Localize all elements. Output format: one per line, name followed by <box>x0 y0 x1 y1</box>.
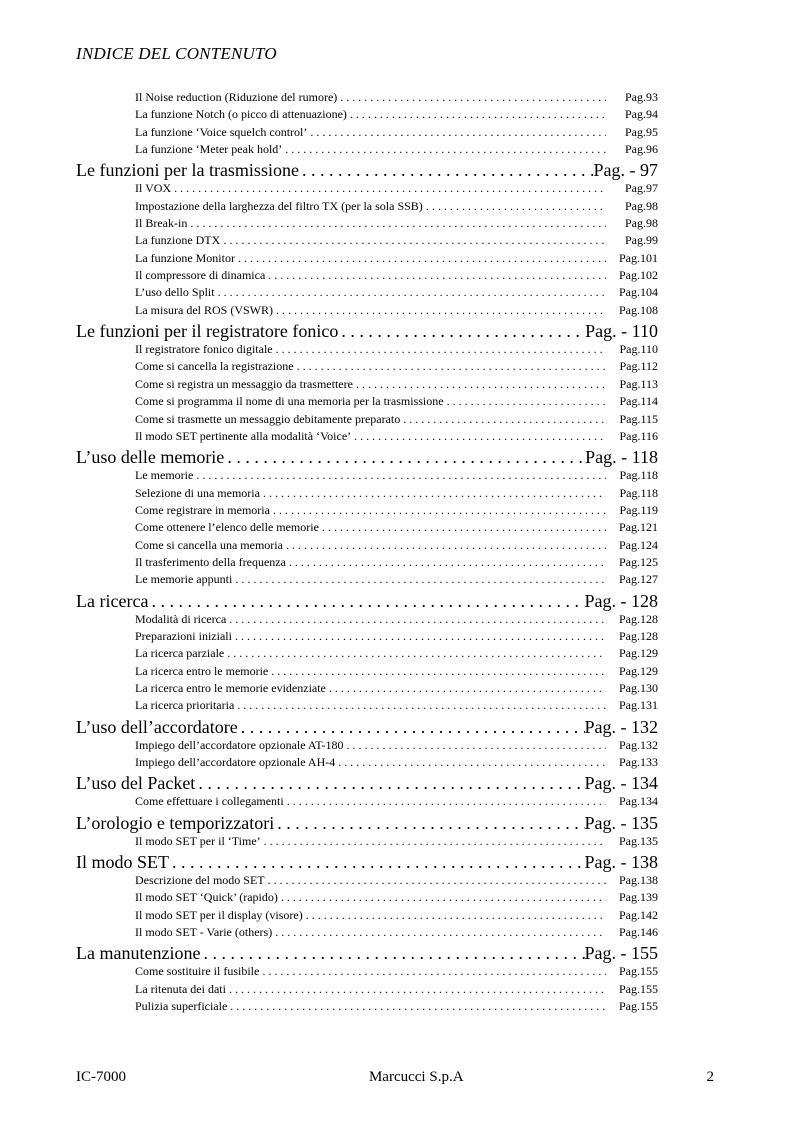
toc-entry-row <box>135 268 658 285</box>
dot-leader <box>271 664 606 679</box>
toc-entry-title: La ritenuta dei dati <box>135 981 226 996</box>
toc-entry-row <box>135 251 658 268</box>
toc-entry-title: La funzione ‘Voice squelch control’ <box>135 124 308 139</box>
toc-page-number: Pag. - 132 <box>584 716 658 737</box>
table-of-contents <box>0 90 792 1016</box>
toc-entry-title: Impiego dell’accordatore opzionale AH-4 <box>135 755 336 769</box>
dot-leader <box>329 681 606 696</box>
toc-entry-row <box>135 834 658 851</box>
dot-leader <box>306 908 606 923</box>
toc-entry-title: Il VOX <box>135 181 172 196</box>
toc-section-row <box>76 159 658 181</box>
dot-leader <box>268 268 606 283</box>
toc-entry-row <box>135 359 658 376</box>
toc-page-number: Pag.116 <box>619 428 658 443</box>
dot-leader <box>227 646 606 661</box>
dot-leader <box>276 342 606 357</box>
toc-page-number: Pag. - 128 <box>584 590 658 611</box>
toc-page-number: Pag. - 110 <box>585 321 658 342</box>
toc-entry-title: Come sostituire il fusibile <box>135 964 260 979</box>
dot-leader <box>264 834 606 849</box>
toc-page-number: Pag.129 <box>619 663 658 678</box>
toc-entry-title: L’uso dello Split <box>135 285 215 300</box>
dot-leader <box>218 285 606 300</box>
dot-leader <box>235 629 606 644</box>
toc-entry-title: Come si programma il nome di una memoria per la trasmissione <box>135 394 444 409</box>
toc-page-number: Pag.134 <box>619 794 658 809</box>
toc-page-number: Pag.131 <box>619 698 658 713</box>
toc-entry-row <box>135 377 658 394</box>
dot-leader <box>286 538 606 553</box>
dot-leader <box>287 794 606 809</box>
toc-page-number: Pag.97 <box>625 181 658 196</box>
toc-page-number: Pag. - 118 <box>585 447 658 468</box>
toc-page-number: Pag.155 <box>619 999 658 1014</box>
toc-entry-row <box>135 612 658 629</box>
toc-page-number: Pag.138 <box>619 873 658 888</box>
toc-entry-row <box>135 503 658 520</box>
toc-page-number: Pag.142 <box>619 907 658 922</box>
toc-page-number: Pag.98 <box>625 216 658 231</box>
toc-entry-row <box>135 925 658 942</box>
dot-leader <box>262 964 606 979</box>
dot-leader <box>302 159 594 181</box>
toc-page-number: Pag.115 <box>619 411 658 426</box>
toc-entry-row <box>135 429 658 446</box>
toc-page-number: Pag.118 <box>619 468 658 483</box>
toc-section-title: L’uso delle memorie <box>76 447 225 468</box>
toc-entry-title: Come effettuare i collegamenti <box>135 794 284 809</box>
toc-section-title: L’uso del Packet <box>76 773 196 794</box>
footer-page-number: 2 <box>706 1069 714 1085</box>
toc-entry-title: La funzione ‘Meter peak hold’ <box>135 142 283 157</box>
dot-leader <box>447 394 606 409</box>
toc-page-number: Pag.113 <box>619 376 658 391</box>
dot-leader <box>346 738 606 753</box>
toc-entry-row <box>135 125 658 142</box>
toc-entry-title: Il Break-in <box>135 216 188 231</box>
dot-leader <box>196 468 606 483</box>
dot-leader <box>223 233 606 248</box>
toc-section-title: Le funzioni per il registratore fonico <box>76 321 339 342</box>
toc-entry-row <box>135 646 658 663</box>
toc-entry-title: Il modo SET per il ‘Time’ <box>135 833 261 848</box>
dot-leader <box>190 216 606 231</box>
toc-entry-title: Impostazione della larghezza del filtro TX (per la sola SSB) <box>135 198 423 213</box>
toc-section-title: Il modo SET <box>76 852 169 873</box>
toc-page-number: Pag.114 <box>619 394 658 409</box>
toc-section-title: La manutenzione <box>76 943 201 964</box>
dot-leader <box>289 555 606 570</box>
dot-leader <box>310 125 606 140</box>
toc-entry-row <box>135 681 658 698</box>
dot-leader <box>235 572 606 587</box>
toc-section-title: Le funzioni per la trasmissione <box>76 160 299 181</box>
toc-page-number: Pag.128 <box>619 611 658 626</box>
toc-page-number: Pag.118 <box>619 485 658 500</box>
toc-entry-title: Come registrare in memoria <box>135 502 270 517</box>
toc-page-number: Pag.108 <box>619 302 658 317</box>
toc-page-number: Pag.121 <box>619 520 658 535</box>
toc-entry-title: Il compressore di dinamica <box>135 268 266 283</box>
dot-leader <box>229 612 606 627</box>
dot-leader <box>273 503 606 518</box>
dot-leader <box>263 486 606 501</box>
toc-entry-title: Il Noise reduction (Riduzione del rumore) <box>135 90 338 104</box>
toc-entry-title: La ricerca prioritaria <box>135 698 235 713</box>
toc-entry-row <box>135 107 658 124</box>
toc-entry-title: Come si trasmette un messaggio debitamente preparato <box>135 411 401 426</box>
dot-leader <box>403 412 606 427</box>
toc-page-number: Pag. - 97 <box>593 160 658 181</box>
dot-leader <box>281 890 606 905</box>
toc-page-number: Pag.95 <box>625 124 658 139</box>
dot-leader <box>238 251 606 266</box>
toc-section-title: L’orologio e temporizzatori <box>76 812 275 833</box>
dot-leader <box>277 812 584 834</box>
footer-company: Marcucci S.p.A <box>368 1069 464 1085</box>
toc-entry-row <box>135 486 658 503</box>
toc-entry-title: Come si cancella una memoria <box>135 537 283 552</box>
dot-leader <box>203 942 584 964</box>
toc-page-number: Pag.119 <box>619 502 658 517</box>
toc-entry-title: Impiego dell’accordatore opzionale AT-180 <box>135 737 344 752</box>
toc-entry-title: La misura del ROS (VSWR) <box>135 302 273 317</box>
dot-leader <box>174 181 606 196</box>
footer-model: IC-7000 <box>76 1069 126 1085</box>
toc-entry-row <box>135 873 658 890</box>
dot-leader <box>285 142 606 157</box>
dot-leader <box>350 107 606 122</box>
toc-section-row <box>76 446 658 468</box>
toc-entry-row <box>135 999 658 1016</box>
toc-page-number: Pag.93 <box>625 90 658 104</box>
dot-leader <box>341 320 585 342</box>
toc-entry-title: La funzione Monitor <box>135 250 235 265</box>
toc-page-number: Pag.133 <box>619 755 658 769</box>
toc-page-number: Pag.146 <box>619 925 658 940</box>
toc-entry-row <box>135 90 658 107</box>
toc-page-number: Pag.127 <box>619 572 658 587</box>
toc-page-number: Pag.94 <box>625 107 658 122</box>
toc-entry-row <box>135 468 658 485</box>
toc-entry-row <box>135 698 658 715</box>
toc-section-row <box>76 772 658 794</box>
toc-entry-title: La funzione DTX <box>135 233 221 248</box>
dot-leader <box>229 982 606 997</box>
toc-entry-title: Descrizione del modo SET <box>135 873 265 888</box>
toc-page-number: Pag. - 155 <box>584 943 658 964</box>
toc-entry-row <box>135 520 658 537</box>
toc-page-number: Pag. - 134 <box>584 773 658 794</box>
toc-entry-row <box>135 664 658 681</box>
toc-entry-title: Modalità di ricerca <box>135 611 227 626</box>
dot-leader <box>426 199 606 214</box>
toc-entry-title: Come si registra un messaggio da trasmettere <box>135 376 353 391</box>
toc-entry-title: Le memorie appunti <box>135 572 233 587</box>
dot-leader <box>297 359 606 374</box>
toc-entry-row <box>135 142 658 159</box>
toc-entry-row <box>135 181 658 198</box>
toc-entry-title: Il modo SET per il display (visore) <box>135 907 303 922</box>
toc-entry-row <box>135 572 658 589</box>
toc-entry-title: Il modo SET pertinente alla modalità ‘Voice’ <box>135 428 352 443</box>
toc-page-number: Pag.130 <box>619 680 658 695</box>
toc-page-number: Pag.124 <box>619 537 658 552</box>
toc-entry-row <box>135 394 658 411</box>
dot-leader <box>356 377 606 392</box>
toc-entry-title: Il modo SET ‘Quick’ (rapido) <box>135 890 278 905</box>
toc-entry-row <box>135 233 658 250</box>
dot-leader <box>354 429 606 444</box>
toc-section-title: L’uso dell’accordatore <box>76 716 238 737</box>
toc-entry-title: Il trasferimento della frequenza <box>135 554 286 569</box>
dot-leader <box>172 851 585 873</box>
dot-leader <box>276 303 606 318</box>
toc-page-number: Pag.101 <box>619 250 658 265</box>
toc-entry-row <box>135 285 658 302</box>
toc-page-number: Pag. - 138 <box>584 852 658 873</box>
toc-entry-row <box>135 303 658 320</box>
toc-entry-title: Il registratore fonico digitale <box>135 342 273 357</box>
toc-entry-title: Pulizia superficiale <box>135 999 228 1014</box>
toc-entry-row <box>135 890 658 907</box>
toc-entry-row <box>135 794 658 811</box>
dot-leader <box>338 755 606 770</box>
toc-entry-title: La ricerca entro le memorie evidenziate <box>135 680 326 695</box>
toc-page-number: Pag.96 <box>625 142 658 157</box>
toc-page-number: Pag.112 <box>619 359 658 374</box>
toc-section-row <box>76 812 658 834</box>
toc-section-row <box>76 942 658 964</box>
toc-section-title: La ricerca <box>76 590 149 611</box>
toc-section-row <box>76 320 658 342</box>
toc-page-number: Pag.110 <box>619 342 658 357</box>
toc-entry-row <box>135 908 658 925</box>
toc-entry-row <box>135 412 658 429</box>
toc-section-row <box>76 716 658 738</box>
toc-page-number: Pag.135 <box>619 833 658 848</box>
toc-page-number: Pag.132 <box>619 737 658 752</box>
dot-leader <box>241 716 585 738</box>
toc-entry-title: La ricerca parziale <box>135 646 225 661</box>
dot-leader <box>340 90 606 105</box>
toc-page-number: Pag.128 <box>619 628 658 643</box>
page-footer <box>76 1069 714 1086</box>
toc-page-number: Pag.139 <box>619 890 658 905</box>
toc-page-number: Pag.125 <box>619 554 658 569</box>
toc-entry-row <box>135 964 658 981</box>
toc-entry-row <box>135 629 658 646</box>
toc-entry-title: Le memorie <box>135 468 194 483</box>
toc-entry-title: La funzione Notch (o picco di attenuazione) <box>135 107 347 122</box>
toc-entry-title: Selezione di una memoria <box>135 485 260 500</box>
dot-leader <box>230 999 606 1014</box>
toc-entry-title: Il modo SET - Varie (others) <box>135 925 273 940</box>
toc-entry-title: Come ottenere l’elenco delle memorie <box>135 520 319 535</box>
dot-leader <box>237 698 606 713</box>
dot-leader <box>198 772 584 794</box>
toc-page-number: Pag.155 <box>619 981 658 996</box>
toc-entry-row <box>135 755 658 772</box>
dot-leader <box>151 590 584 612</box>
toc-entry-row <box>135 216 658 233</box>
toc-entry-row <box>135 199 658 216</box>
toc-page-number: Pag.99 <box>625 233 658 248</box>
toc-entry-row <box>135 982 658 999</box>
dot-leader <box>322 520 606 535</box>
toc-section-row <box>76 590 658 612</box>
toc-section-row <box>76 851 658 873</box>
toc-entry-row <box>135 738 658 755</box>
toc-page-number: Pag.155 <box>619 964 658 979</box>
dot-leader <box>268 873 606 888</box>
toc-page-number: Pag.104 <box>619 285 658 300</box>
dot-leader <box>275 925 606 940</box>
dot-leader <box>227 446 585 468</box>
toc-entry-row <box>135 342 658 359</box>
toc-entry-row <box>135 538 658 555</box>
toc-page-number: Pag.102 <box>619 268 658 283</box>
toc-entry-title: Preparazioni iniziali <box>135 628 232 643</box>
page-title: INDICE DEL CONTENUTO <box>76 44 277 63</box>
toc-entry-title: Come si cancella la registrazione <box>135 359 294 374</box>
toc-page-number: Pag. - 135 <box>584 812 658 833</box>
toc-entry-title: La ricerca entro le memorie <box>135 663 269 678</box>
toc-page-number: Pag.98 <box>625 198 658 213</box>
toc-page-number: Pag.129 <box>619 646 658 661</box>
toc-entry-row <box>135 555 658 572</box>
